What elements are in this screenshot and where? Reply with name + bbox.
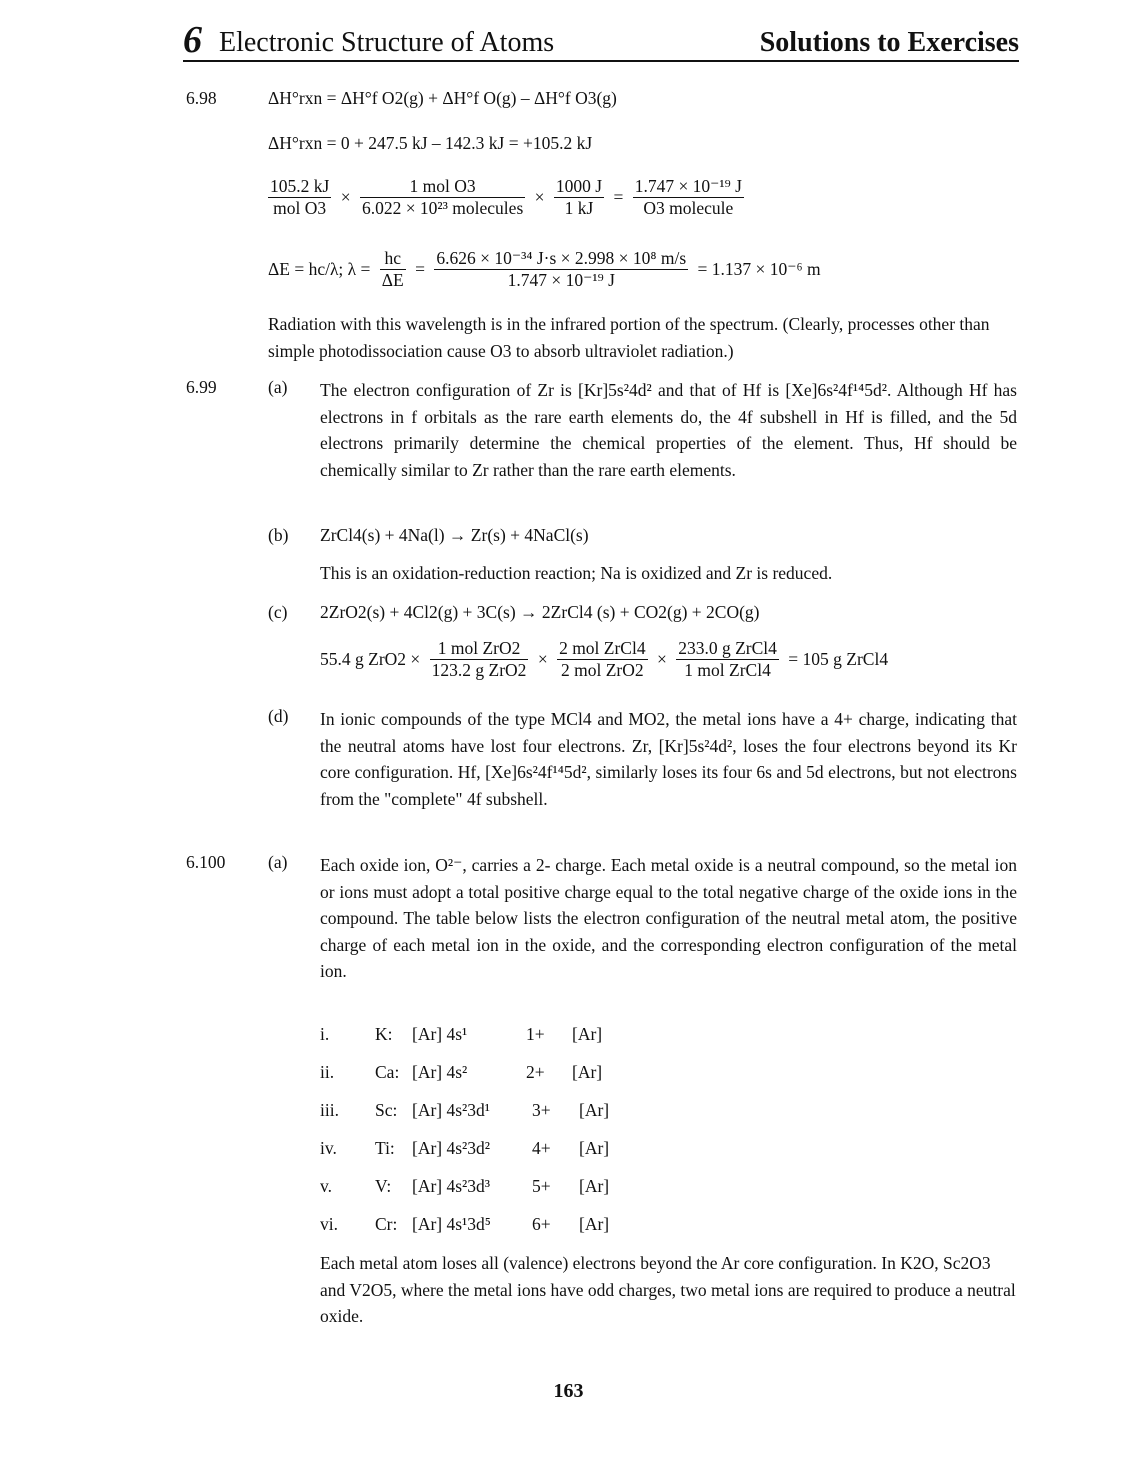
- row-config: [Ar] 4s²3d³: [412, 1176, 491, 1196]
- row-ion: [Ar]: [579, 1214, 610, 1234]
- exercise-number: 6.100: [186, 852, 226, 872]
- row-element: Cr:: [375, 1214, 398, 1234]
- row-charge: 2+: [526, 1062, 545, 1082]
- paragraph: Each metal atom loses all (valence) electrons beyond the Ar core configuration. In K2O, Sc2O3 and V2O5, where the metal ions have odd charges, two metal ions are required to produce a neutral oxide.: [320, 1253, 1016, 1326]
- part-label: (a): [268, 852, 288, 872]
- equation-enthalpy-value: ΔH°rxn = 0 + 247.5 kJ – 142.3 kJ = +105.2 kJ: [268, 133, 593, 153]
- section-title: Solutions to Exercises: [759, 27, 1019, 58]
- row-element: V:: [375, 1176, 392, 1196]
- part-label: (b): [268, 525, 289, 545]
- row-config: [Ar] 4s²3d²: [412, 1138, 491, 1158]
- energy-conversion: $\frac{105.2 kJ}{\text{mol O3}}$ × $\frac{\text{1 mol O3}}{\text{6.022 × 10²³ molecules}}$ × $\frac{1000 J}{1 kJ}$ = $\frac{\text{1.747 × 10⁻¹⁹ J}}{\text{O3 molecule}}$: [270, 176, 742, 218]
- mass-conversion: 55.4 g ZrO2 × $\frac{\text{1 mol ZrO2}}{\text{123.2 g ZrO2}}$ × $\frac{\text{2 mol ZrCl4}}{\text{2 mol ZrO2}}$ × $\frac{\text{233.0 g ZrCl4}}{\text{1 mol ZrCl4}}$ = 105 g ZrCl4: [320, 638, 889, 680]
- row-config: [Ar] 4s¹: [412, 1024, 468, 1044]
- numerator: 1.747 × 10⁻¹⁹ J: [634, 176, 742, 196]
- paragraph: The electron configuration of Zr is [Kr]5s²4d² and that of Hf is [Xe]6s²4f¹⁴5d². Although Hf has electrons in f orbitals as the rare earth elements do, the 4f subshell in Hf is filled, and the 5d electrons primarily determine the chemical properties of the element. Thus, Hf should be chemically similar to Zr rather than the rare earth elements.: [320, 380, 1017, 480]
- numerator: 1 mol ZrO2: [430, 638, 529, 660]
- fraction: [268, 176, 331, 219]
- fraction: [676, 638, 779, 681]
- numerator: 6.626 × 10⁻³⁴ J·s × 2.998 × 10⁸ m/s: [436, 248, 687, 268]
- fraction: [554, 176, 604, 219]
- reaction-equation: 2ZrO2(s) + 4Cl2(g) + 3C(s) → 2ZrCl4 (s) + CO2(g) + 2CO(g): [320, 602, 760, 622]
- part-label: (a): [268, 377, 288, 397]
- equation-enthalpy: ΔH°rxn = ΔH°f O2(g) + ΔH°f O(g) – ΔH°f O3(g): [268, 88, 617, 108]
- row-element: Ca:: [375, 1062, 400, 1082]
- row-roman: iii.: [320, 1100, 339, 1120]
- numerator: 1000 J: [555, 176, 603, 196]
- paragraph: Radiation with this wavelength is in the infrared portion of the spectrum. (Clearly, processes other than simple photodissociation cause O3 to absorb ultraviolet radiation.): [268, 314, 990, 361]
- reaction-equation: ZrCl4(s) + 4Na(l) → Zr(s) + 4NaCl(s): [320, 525, 589, 545]
- row-config: [Ar] 4s¹3d⁵: [412, 1214, 491, 1234]
- row-roman: vi.: [320, 1214, 338, 1234]
- numerator: 105.2 kJ: [270, 176, 330, 196]
- row-roman: iv.: [320, 1138, 337, 1158]
- part-label: (c): [268, 602, 288, 622]
- paragraph: In ionic compounds of the type MCl4 and MO2, the metal ions have a 4+ charge, indicating that the neutral atoms have lost four electrons. Zr, [Kr]5s²4d², loses the four electrons beyond its Kr core configuration. Hf, [Xe]6s²4f¹⁴5d², similarly loses its four 6s and 5d electrons, but not electrons from the "complete" 4f subshell.: [320, 709, 1017, 809]
- row-element: K:: [375, 1024, 393, 1044]
- row-charge: 6+: [532, 1214, 551, 1234]
- equation-result: = 105 g ZrCl4: [788, 649, 889, 669]
- denominator: 1 kJ: [564, 198, 594, 218]
- row-ion: [Ar]: [579, 1100, 610, 1120]
- row-ion: [Ar]: [572, 1024, 603, 1044]
- page-number: 163: [553, 1380, 584, 1402]
- numerator: hc: [380, 248, 406, 270]
- numerator: 1 mol O3: [360, 176, 525, 198]
- fraction: [633, 176, 744, 219]
- denominator: 6.022 × 10²³ molecules: [361, 198, 524, 218]
- paragraph: Each oxide ion, O²⁻, carries a 2- charge. Each metal oxide is a neutral compound, so the metal ion or ions must adopt a total positive charge equal to the total negative charge of the oxide ions in the compound. The table below lists the electron configuration of the neutral metal atom, the positive charge of each metal ion in the oxide, and the corresponding electron configuration of the metal ion.: [320, 855, 1017, 981]
- row-charge: 1+: [526, 1024, 545, 1044]
- row-ion: [Ar]: [579, 1176, 610, 1196]
- denominator: ΔE: [381, 270, 404, 290]
- denominator: mol O3: [273, 198, 327, 218]
- row-charge: 5+: [532, 1176, 551, 1196]
- row-element: Sc:: [375, 1100, 398, 1120]
- equation-result: = 1.137 × 10⁻⁶ m: [697, 259, 821, 279]
- fraction: [557, 638, 648, 681]
- denominator: 123.2 g ZrO2: [431, 660, 527, 680]
- part-label: (d): [268, 706, 289, 726]
- row-element: Ti:: [375, 1138, 395, 1158]
- fraction: [360, 176, 525, 219]
- denominator: 1 mol ZrCl4: [684, 660, 771, 680]
- chapter-title: Electronic Structure of Atoms: [219, 27, 555, 58]
- row-ion: [Ar]: [579, 1138, 610, 1158]
- paragraph: This is an oxidation-reduction reaction; Na is oxidized and Zr is reduced.: [320, 563, 833, 583]
- row-config: [Ar] 4s²: [412, 1062, 468, 1082]
- row-roman: v.: [320, 1176, 332, 1196]
- row-charge: 4+: [532, 1138, 551, 1158]
- equation-start: 55.4 g ZrO2 ×: [320, 649, 421, 669]
- denominator: O3 molecule: [643, 198, 734, 218]
- denominator: 1.747 × 10⁻¹⁹ J: [507, 270, 615, 290]
- fraction: [434, 248, 688, 291]
- row-config: [Ar] 4s²3d¹: [412, 1100, 491, 1120]
- chapter-number: 6: [183, 19, 202, 61]
- equation-label: ΔE = hc/λ; λ =: [268, 259, 371, 279]
- fraction: [380, 248, 406, 291]
- numerator: 233.0 g ZrCl4: [678, 638, 777, 658]
- denominator: 2 mol ZrO2: [561, 660, 644, 680]
- row-ion: [Ar]: [572, 1062, 603, 1082]
- exercise-number: 6.99: [186, 377, 217, 397]
- fraction: [430, 638, 529, 681]
- row-roman: ii.: [320, 1062, 335, 1082]
- exercise-number: 6.98: [186, 88, 217, 108]
- numerator: 2 mol ZrCl4: [559, 638, 646, 658]
- row-roman: i.: [320, 1024, 330, 1044]
- row-charge: 3+: [532, 1100, 551, 1120]
- wavelength-equation: ΔE = hc/λ; λ = $\frac{hc}{\Delta E}$ = $\frac{\text{6.626 × 10⁻³⁴ J·s × 2.998 × 10⁸ m/s}}{\text{1.747 × 10⁻¹⁹ J}}$ = 1.137 × 10⁻⁶ m: [268, 248, 821, 290]
- page-header: [183, 18, 1019, 62]
